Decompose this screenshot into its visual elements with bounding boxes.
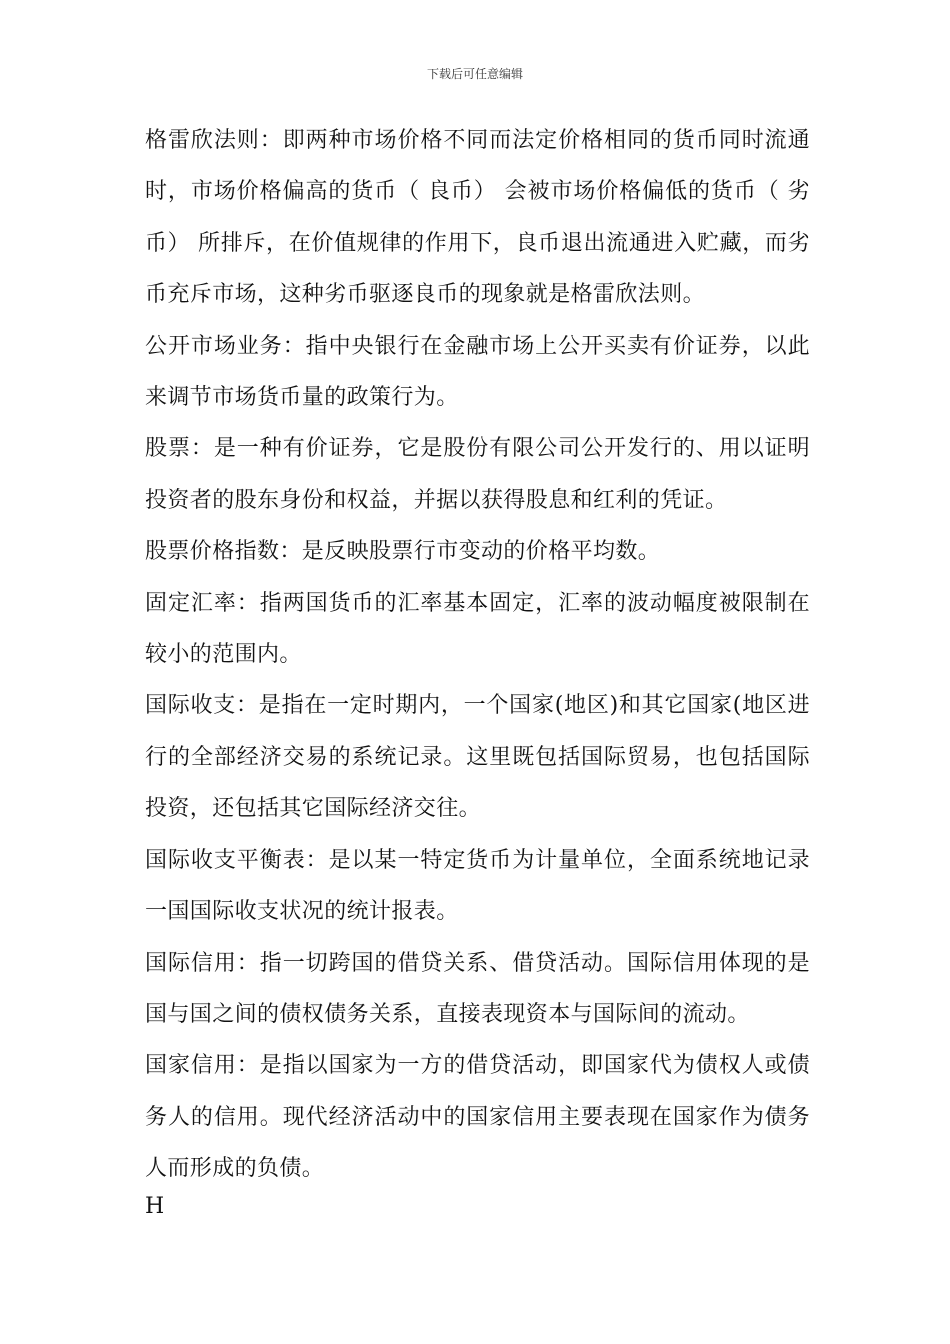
entry-open-market-operations: 公开市场业务：指中央银行在金融市场上公开买卖有价证券，以此来调节市场货币量的政策行为。 <box>145 333 810 411</box>
entry-international-credit: 国际信用：指一切跨国的借贷关系、借贷活动。国际信用体现的是国与国之间的债权债务关系，直接表现资本与国际间的流动。 <box>145 950 810 1027</box>
page-header: 下载后可任意编辑 <box>426 67 523 81</box>
entry-fixed-exchange-rate: 固定汇率：指两国货币的汇率基本固定，汇率的波动幅度被限制在较小的范围内。 <box>145 590 810 668</box>
section-letter: H <box>145 1194 165 1219</box>
entry-stock: 股票：是一种有价证券，它是股份有限公司公开发行的、用以证明投资者的股东身份和权益，并据以获得股息和红利的凭证。 <box>145 436 810 513</box>
entry-gresham-law: 格雷欣法则：即两种市场价格不同而法定价格相同的货币同时流通时，市场价格偏高的货币（ 良币） 会被市场价格偏低的货币（ 劣币） 所排斥，在价值规律的作用下，良币退出流通进入贮藏，而劣币充斥市场，这种劣币驱逐良币的现象就是格雷欣法则。 <box>145 128 810 308</box>
glossary-body <box>145 115 810 1195</box>
entry-state-credit: 国家信用：是指以国家为一方的借贷活动，即国家代为债权人或债务人的信用。现代经济活动中的国家信用主要表现在国家作为债务人而形成的负债。 <box>145 1053 810 1182</box>
entry-balance-of-payments-statement: 国际收支平衡表：是以某一特定货币为计量单位，全面系统地记录一国国际收支状况的统计报表。 <box>145 847 810 925</box>
entry-balance-of-payments: 国际收支：是指在一定时期内，一个国家(地区)和其它国家(地区进行的全部经济交易的系统记录。这里既包括国际贸易，也包括国际投资，还包括其它国际经济交往。 <box>145 693 810 822</box>
entry-stock-price-index: 股票价格指数：是反映股票行市变动的价格平均数。 <box>145 539 661 565</box>
